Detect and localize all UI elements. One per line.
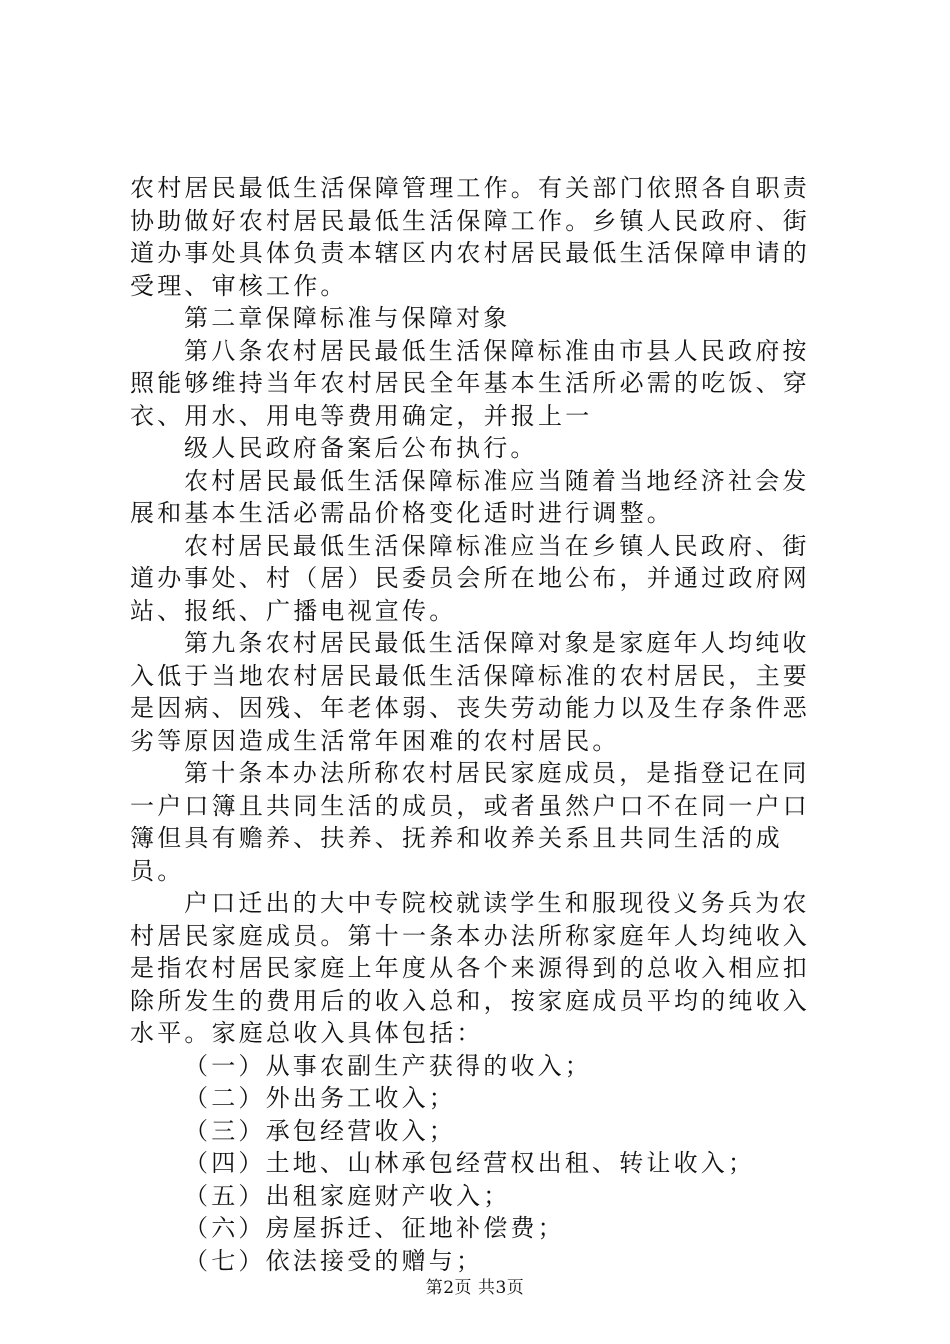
paragraph: 第九条农村居民最低生活保障对象是家庭年人均纯收入低于当地农村居民最低生活保障标准的农村居民，主要是因病、因残、年老体弱、丧失劳动能力以及生存条件恶劣等原因造成生活常年困难的农村居民。 — [130, 629, 810, 755]
paragraph: 农村居民最低生活保障管理工作。有关部门依照各自职责协助做好农村居民最低生活保障工作。乡镇人民政府、街道办事处具体负责本辖区内农村居民最低生活保障申请的受理、审核工作。 — [130, 174, 810, 300]
paragraph: 第八条农村居民最低生活保障标准由市县人民政府按照能够维持当年农村居民全年基本生活所必需的吃饭、穿衣、用水、用电等费用确定，并报上一 — [130, 336, 810, 430]
list-item: （六）房屋拆迁、征地补偿费； — [184, 1214, 565, 1242]
document-body — [130, 172, 830, 1277]
chapter-heading: 第二章保障标准与保障对象 — [184, 304, 511, 332]
paragraph: 农村居民最低生活保障标准应当在乡镇人民政府、街道办事处、村（居）民委员会所在地公布，并通过政府网站、报纸、广播电视宣传。 — [130, 531, 810, 625]
page-number-footer: 第2页 共3页 — [425, 1278, 525, 1298]
list-item: （一）从事农副生产获得的收入； — [184, 1051, 592, 1080]
paragraph: 级人民政府备案后公布执行。 — [184, 434, 538, 462]
paragraph: 户口迁出的大中专院校就读学生和服现役义务兵为农村居民家庭成员。第十一条本办法所称家庭年人均纯收入是指农村居民家庭上年度从各个来源得到的总收入相应扣除所发生的费用后的收入总和，按家庭成员平均的纯收入水平。家庭总收入具体包括： — [130, 889, 810, 1047]
list-item: （五）出租家庭财产收入； — [184, 1181, 511, 1210]
paragraph: 农村居民最低生活保障标准应当随着当地经济社会发展和基本生活必需品价格变化适时进行调整。 — [130, 466, 810, 527]
list-item: （三）承包经营收入； — [184, 1116, 456, 1145]
list-item: （四）土地、山林承包经营权出租、转让收入； — [184, 1149, 756, 1177]
list-item: （二）外出务工收入； — [184, 1084, 456, 1112]
paragraph: 第十条本办法所称农村居民家庭成员，是指登记在同一户口簿且共同生活的成员，或者虽然户口不在同一户口簿但具有赡养、扶养、抚养和收养关系且共同生活的成员。 — [130, 759, 810, 885]
list-item: （七）依法接受的赠与； — [184, 1246, 484, 1275]
